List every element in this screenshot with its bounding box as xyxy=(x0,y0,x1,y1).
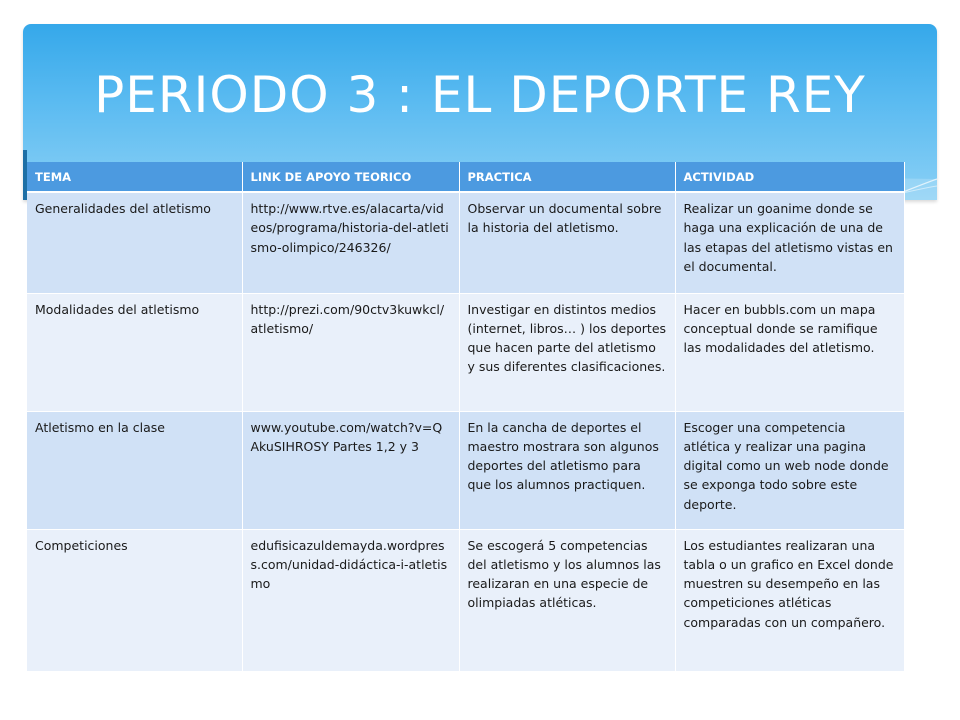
table-header-row xyxy=(27,162,904,192)
table-row xyxy=(27,192,904,293)
cell-tema: Generalidades del atletismo xyxy=(27,192,242,293)
lesson-plan-table xyxy=(27,162,905,672)
cell-link[interactable]: http://prezi.com/90ctv3kuwkcl/atletismo/ xyxy=(242,293,459,411)
cell-link[interactable]: http://www.rtve.es/alacarta/videos/programa/historia-del-atletismo-olimpico/246326/ xyxy=(242,192,459,293)
column-header-practica: PRACTICA xyxy=(459,162,675,192)
column-header-actividad: ACTIVIDAD xyxy=(675,162,904,192)
cell-tema: Atletismo en la clase xyxy=(27,411,242,529)
column-header-tema: TEMA xyxy=(27,162,242,192)
cell-link[interactable]: www.youtube.com/watch?v=QAkuSIHROSY Partes 1,2 y 3 xyxy=(242,411,459,529)
cell-actividad: Hacer en bubbls.com un mapa conceptual donde se ramifique las modalidades del atletismo. xyxy=(675,293,904,411)
cell-tema: Competiciones xyxy=(27,529,242,671)
cell-actividad: Realizar un goanime donde se haga una explicación de una de las etapas del atletismo vistas en el documental. xyxy=(675,192,904,293)
cell-practica: Observar un documental sobre la historia del atletismo. xyxy=(459,192,675,293)
table-row xyxy=(27,411,904,529)
cell-tema: Modalidades del atletismo xyxy=(27,293,242,411)
cell-practica: En la cancha de deportes el maestro mostrara son algunos deportes del atletismo para que los alumnos practiquen. xyxy=(459,411,675,529)
cell-actividad: Escoger una competencia atlética y realizar una pagina digital como un web node donde se exponga todo sobre este deporte. xyxy=(675,411,904,529)
table-row xyxy=(27,293,904,411)
cell-practica: Se escogerá 5 competencias del atletismo y los alumnos las realizaran en una especie de olimpiadas atléticas. xyxy=(459,529,675,671)
cell-actividad: Los estudiantes realizaran una tabla o un grafico en Excel donde muestren su desempeño en las competiciones atléticas comparadas con un compañero. xyxy=(675,529,904,671)
cell-practica: Investigar en distintos medios (internet, libros… ) los deportes que hacen parte del atletismo y sus diferentes clasificaciones. xyxy=(459,293,675,411)
cell-link[interactable]: edufisicazuldemayda.wordpress.com/unidad-didáctica-i-atletismo xyxy=(242,529,459,671)
table-row xyxy=(27,529,904,671)
column-header-link: LINK DE APOYO TEORICO xyxy=(242,162,459,192)
page-title: PERIODO 3 : EL DEPORTE REY xyxy=(94,66,866,124)
